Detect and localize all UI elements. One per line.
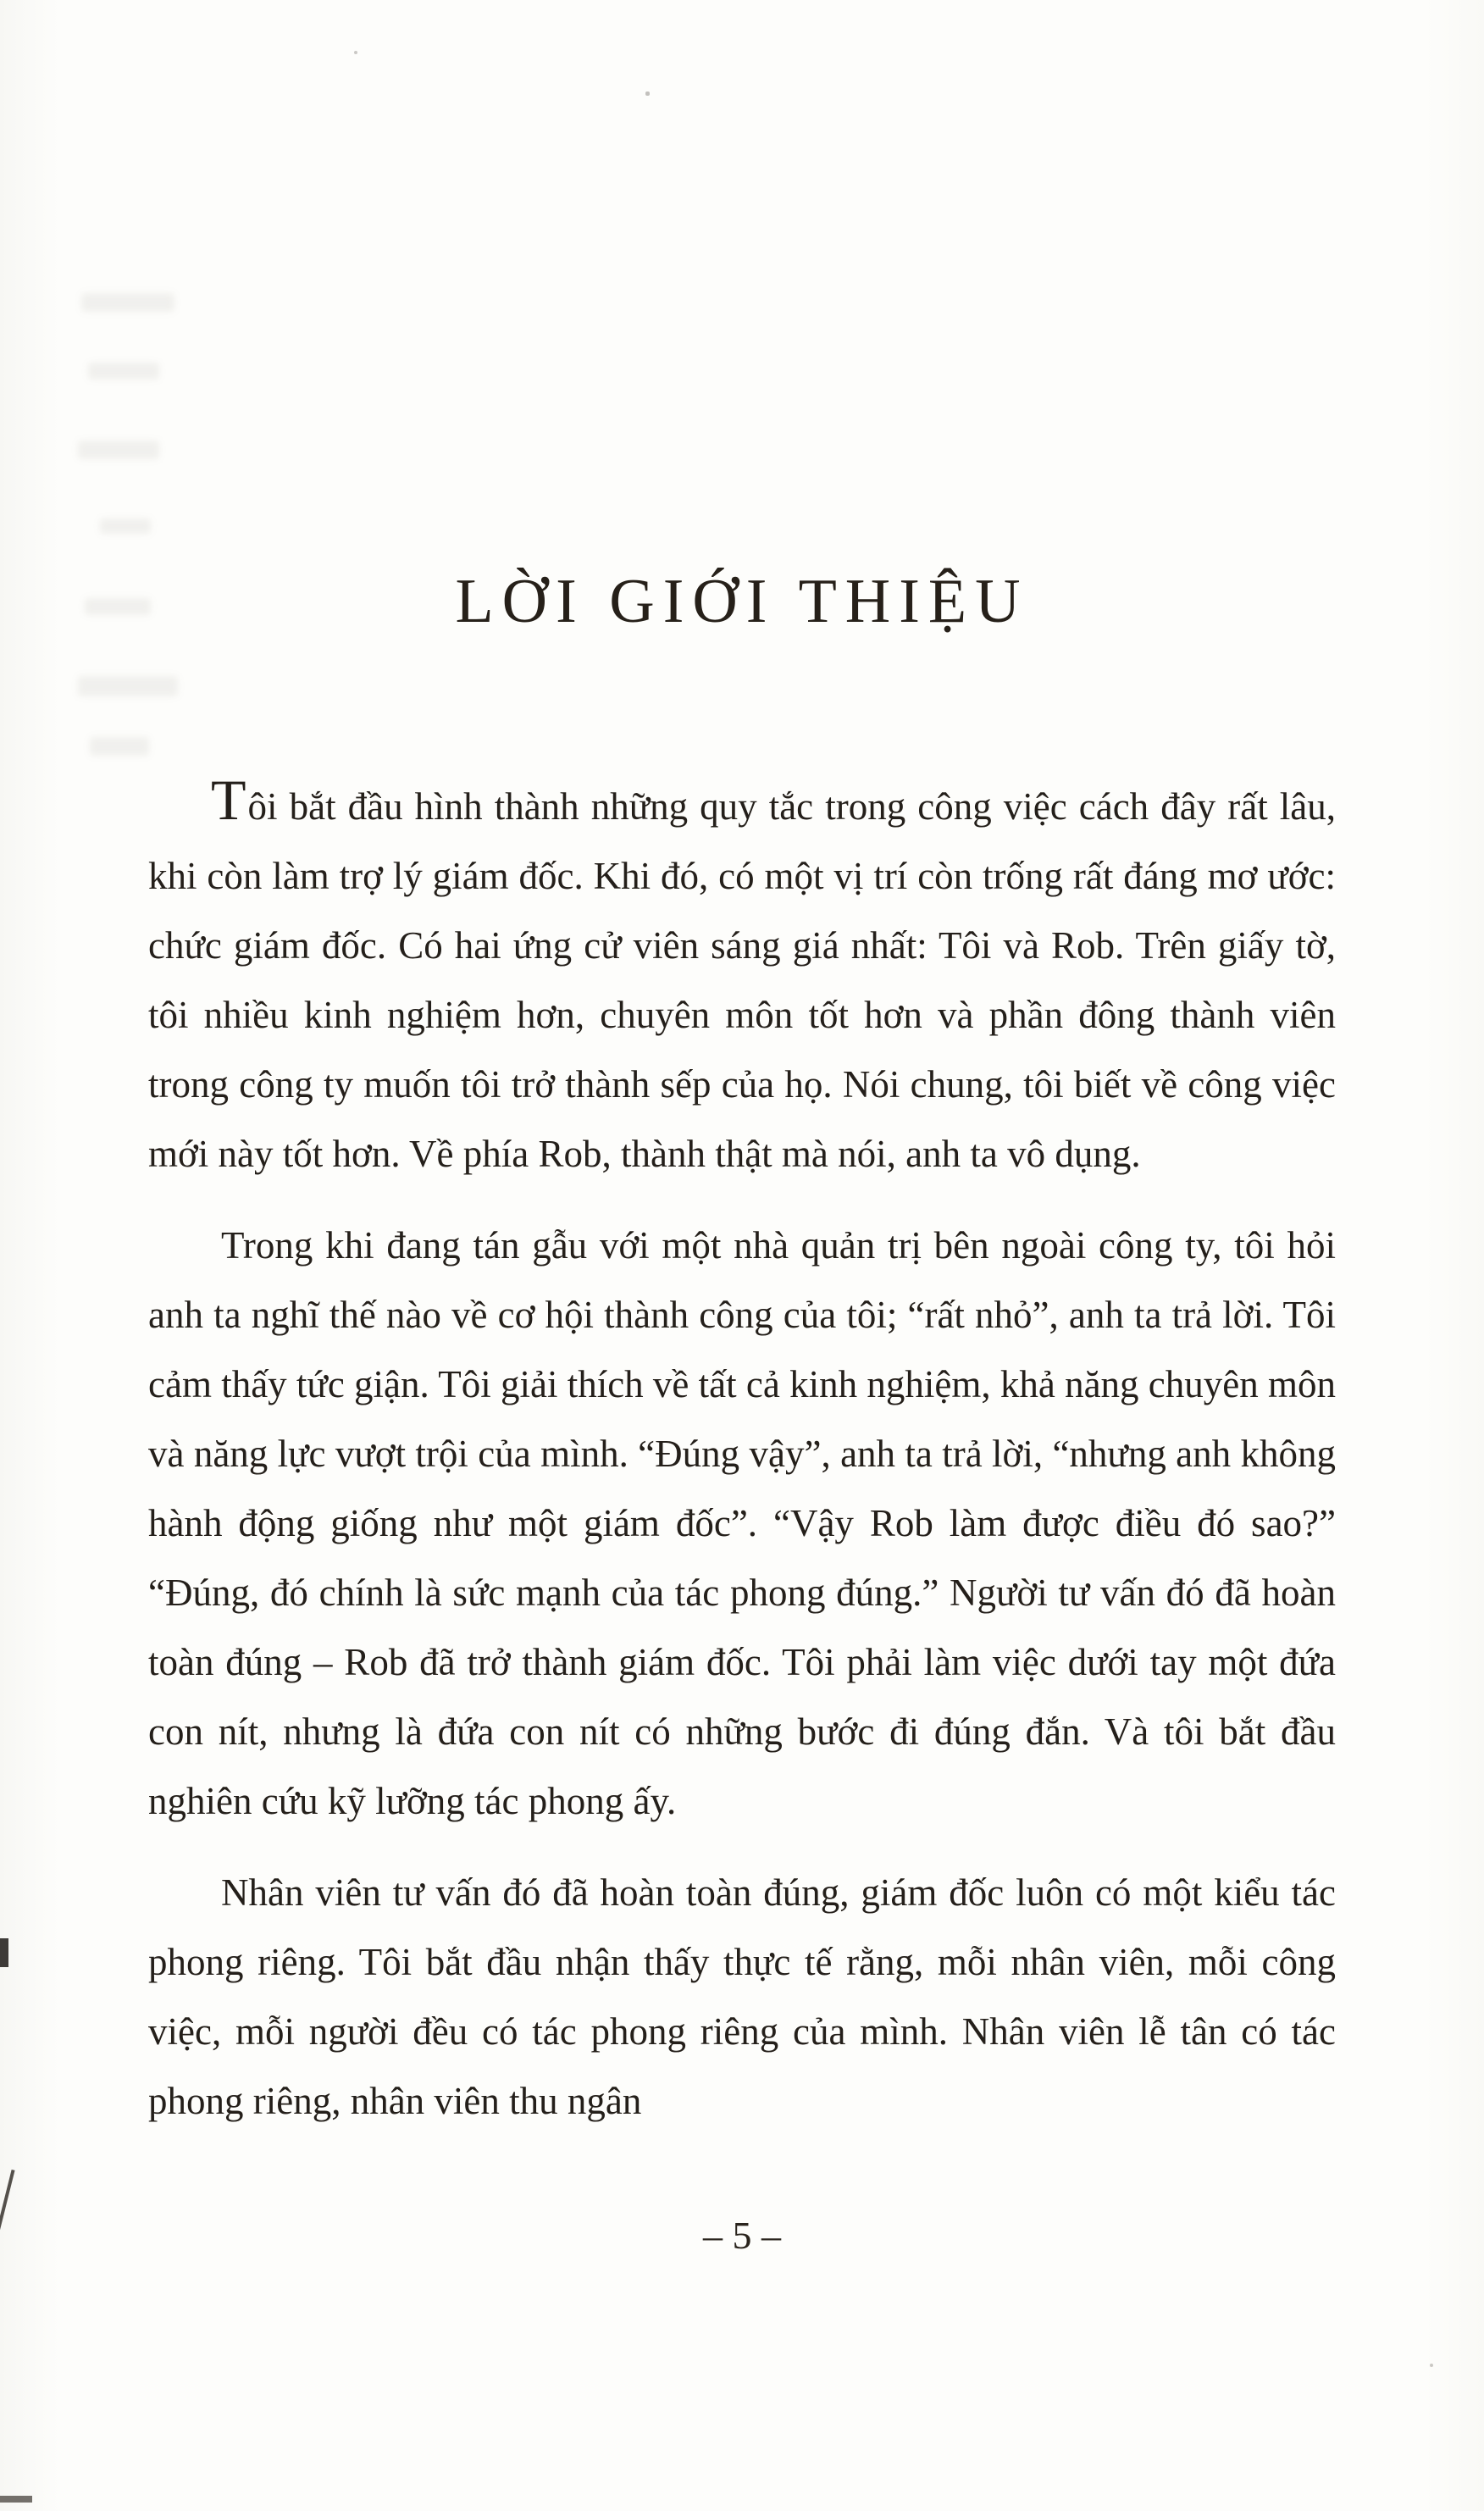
bleed-through-artifact bbox=[78, 441, 159, 459]
body-text bbox=[148, 768, 1336, 2136]
paragraph-1 bbox=[148, 768, 1336, 1189]
scan-speck bbox=[645, 91, 650, 96]
bleed-through-artifact bbox=[90, 737, 149, 756]
chapter-title: LỜI GIỚI THIỆU bbox=[455, 567, 1029, 636]
paragraph-2: Trong khi đang tán gẫu với một nhà quản trị bên ngoài công ty, tôi hỏi anh ta nghĩ thế nào về cơ hội thành công của tôi; “rất nhỏ”, anh ta trả lời. Tôi cảm thấy tức giận. Tôi giải thích về tất cả kinh nghiệm, khả năng chuyên môn và năng lực vượt trội của mình. “Đúng vậy”, anh ta trả lời, “nhưng anh không hành động giống như một giám đốc”. “Vậy Rob làm được điều đó sao?” “Đúng, đó chính là sức mạnh của tác phong đúng.” Người tư vấn đó đã hoàn toàn đúng – Rob đã trở thành giám đốc. Tôi phải làm việc dưới tay một đứa con nít, nhưng là đứa con nít có những bước đi đúng đắn. Và tôi bắt đầu nghiên cứu kỹ lưỡng tác phong ấy. bbox=[148, 1224, 1336, 1822]
bleed-through-artifact bbox=[85, 598, 151, 615]
paragraph-1-text: ôi bắt đầu hình thành những quy tắc trong công việc cách đây rất lâu, khi còn làm trợ lý giám đốc. Khi đó, có một vị trí còn trống rất đáng mơ ước: chức giám đốc. Có hai ứng cử viên sáng giá nhất: Tôi và Rob. Trên giấy tờ, tôi nhiều kinh nghiệm hơn, chuyên môn tốt hơn và phần đông thành viên trong công ty muốn tôi trở thành sếp của họ. Nói chung, tôi biết về công việc mới này tốt hơn. Về phía Rob, thành thật mà nói, anh ta vô dụng. bbox=[148, 785, 1336, 1175]
bleed-through-artifact bbox=[81, 293, 174, 312]
bleed-through-artifact bbox=[100, 518, 151, 534]
bleed-through-artifact bbox=[78, 676, 178, 696]
scan-edge-mark bbox=[0, 1938, 8, 1967]
initial-capital: T bbox=[211, 768, 248, 832]
scan-speck bbox=[354, 51, 357, 54]
scan-speck bbox=[1430, 2364, 1433, 2367]
bleed-through-artifact bbox=[88, 363, 159, 380]
scan-edge-mark bbox=[0, 2496, 32, 2503]
page-number: – 5 – bbox=[703, 2214, 781, 2257]
paragraph-3: Nhân viên tư vấn đó đã hoàn toàn đúng, giám đốc luôn có một kiểu tác phong riêng. Tôi bắt đầu nhận thấy thực tế rằng, mỗi nhân viên, mỗi công việc, mỗi người đều có tác phong riêng của mình. Nhân viên lễ tân có tác phong riêng, nhân viên thu ngân bbox=[148, 1871, 1336, 2122]
